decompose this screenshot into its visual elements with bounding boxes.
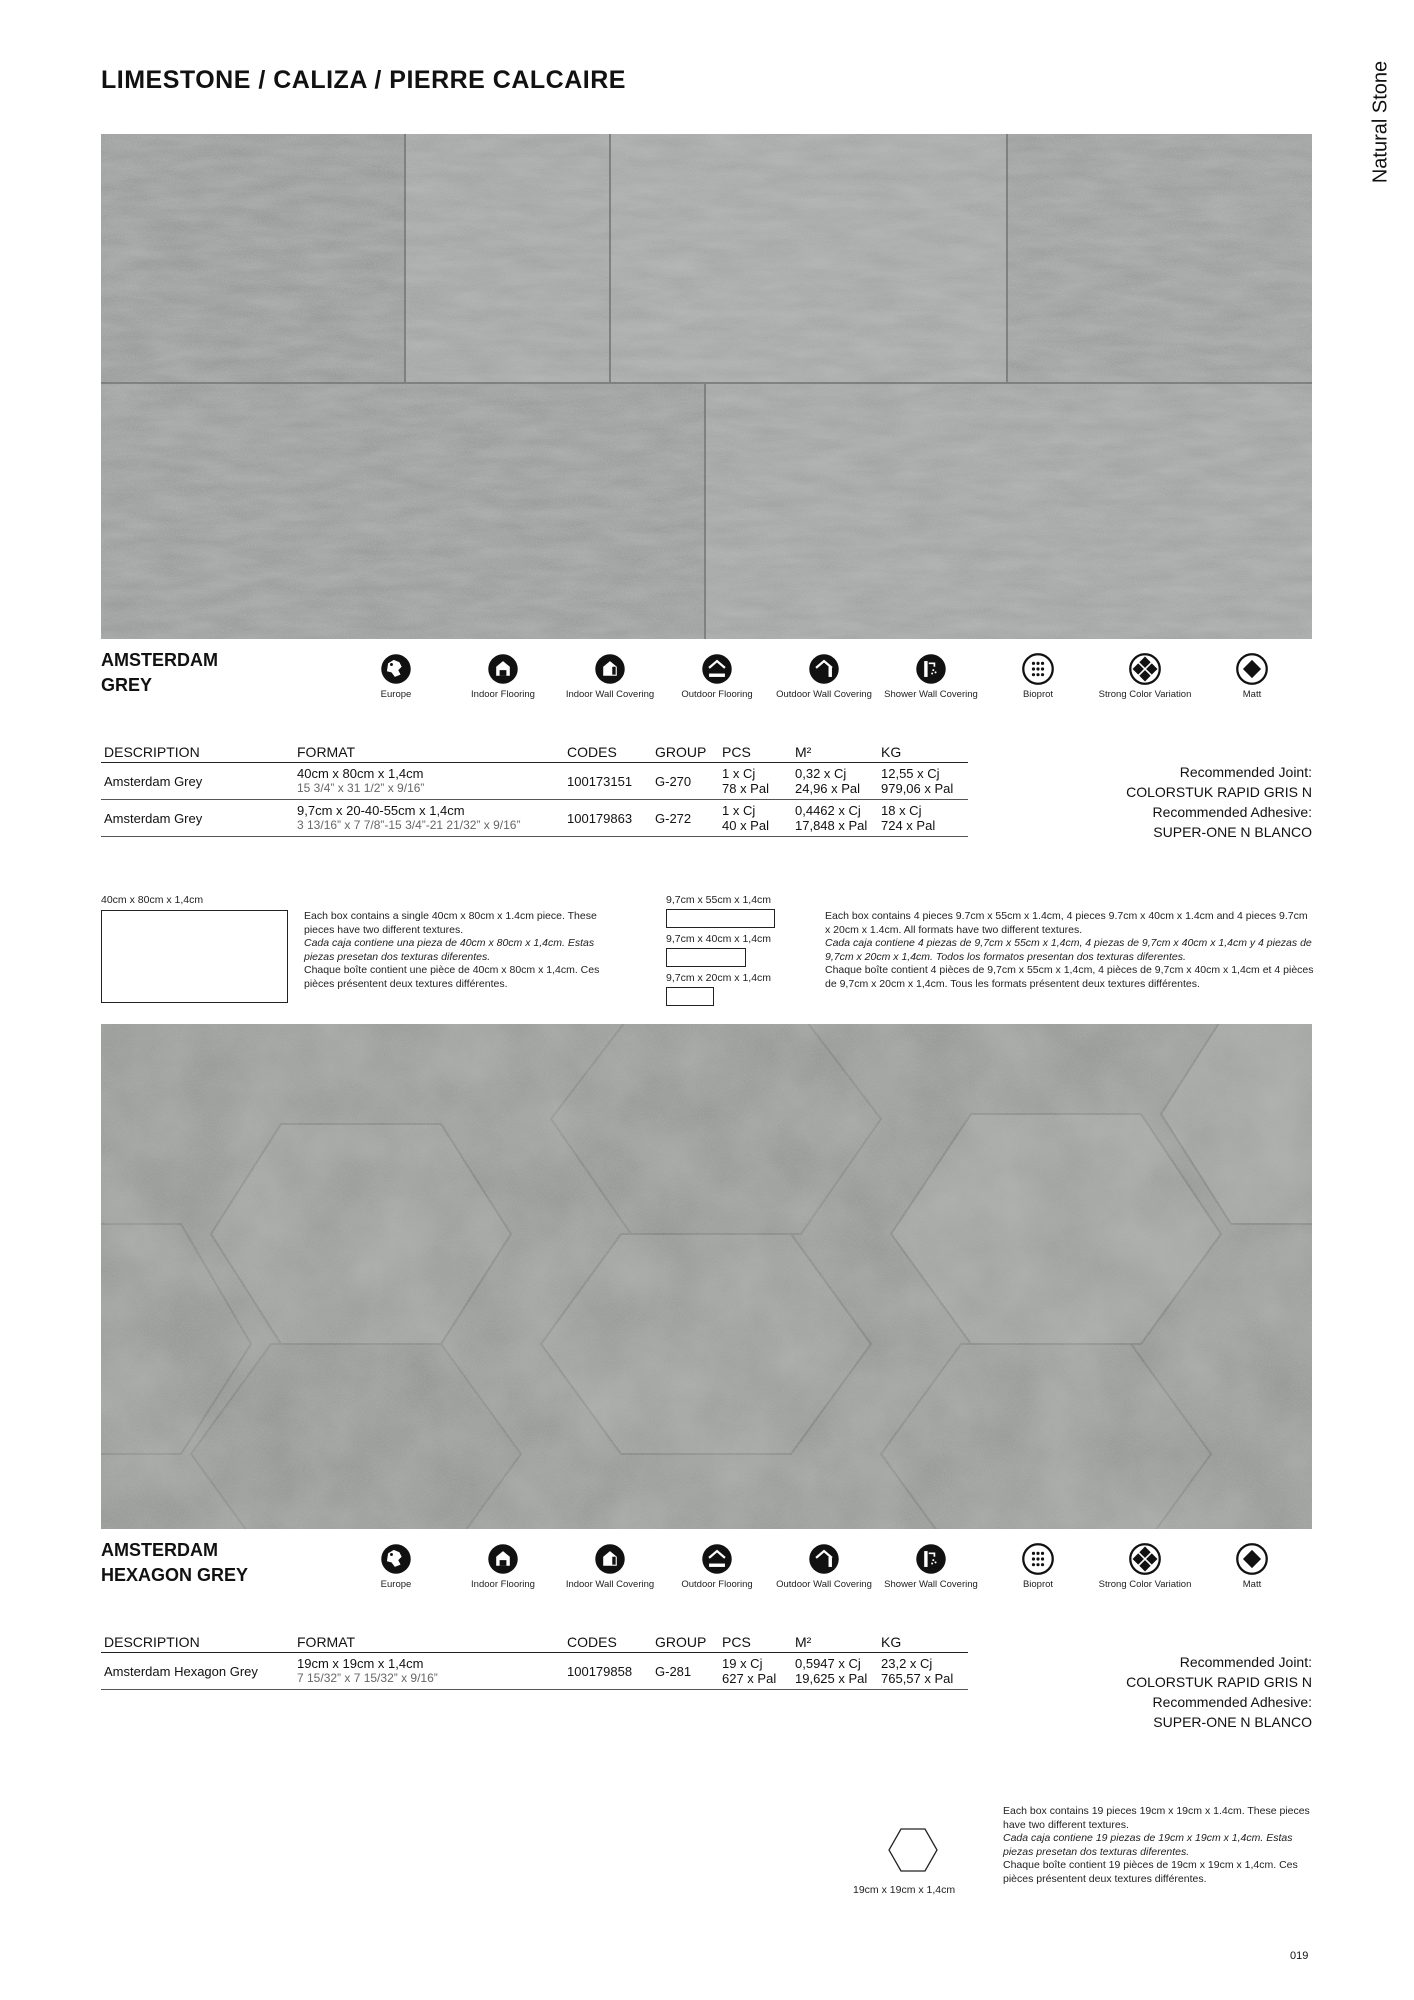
cell-m2 — [792, 763, 878, 800]
col-pcs: PCS — [719, 744, 792, 763]
spec-table-amsterdam-hexagon-grey — [101, 1634, 968, 1690]
pcs-box: 19 x Cj — [722, 1656, 763, 1671]
spec-table-amsterdam-grey — [101, 744, 968, 837]
page-title: LIMESTONE / CALIZA / PIERRE CALCAIRE — [101, 66, 626, 94]
format-imperial: 7 15/32” x 7 15/32” x 9/16” — [297, 1671, 438, 1685]
feature-indoor-wall-covering — [550, 652, 670, 700]
feature-label: Outdoor Wall Covering — [776, 1579, 872, 1590]
product-name-amsterdam-grey — [101, 648, 218, 698]
cell-description: Amsterdam Grey — [101, 763, 294, 800]
europe-icon — [379, 652, 413, 686]
cell-m2 — [792, 1653, 878, 1690]
feature-shower-wall-covering — [871, 652, 991, 700]
cell-kg — [878, 763, 968, 800]
product-name-line: GREY — [101, 675, 153, 695]
feature-label: Europe — [380, 1579, 412, 1590]
bioprot-icon — [1021, 652, 1055, 686]
page-number: 019 — [1290, 1950, 1309, 1962]
feature-bioprot — [978, 652, 1098, 700]
section-side-label — [1366, 52, 1396, 192]
pcs-pallet: 40 x Pal — [722, 818, 769, 833]
format-metric: 19cm x 19cm x 1,4cm — [297, 1656, 424, 1671]
table-row — [101, 800, 968, 837]
feature-label: Matt — [1242, 689, 1262, 700]
product-name-line: AMSTERDAM — [101, 1540, 218, 1560]
col-codes: CODES — [564, 744, 652, 763]
cell-group: G-270 — [652, 763, 719, 800]
piece-size-label: 40cm x 80cm x 1,4cm — [101, 894, 204, 906]
cell-pcs — [719, 1653, 792, 1690]
cell-format — [294, 800, 564, 837]
cell-group: G-281 — [652, 1653, 719, 1690]
feature-shower-wall-covering — [871, 1542, 991, 1590]
note-spanish: Cada caja contiene 4 piezas de 9,7cm x 55cm x 1,4cm, 4 piezas de 9,7cm x 40cm x 1,4cm y 4 piezas de 9,7cm x 20cm x 1,4cm. Todos los formatos presentan dos texturas diferentes. — [825, 937, 1312, 963]
outdoor-wall-covering-icon — [807, 652, 841, 686]
outdoor-flooring-icon — [700, 652, 734, 686]
strong-color-variation-icon — [1128, 1542, 1162, 1576]
feature-label: Europe — [380, 689, 412, 700]
feature-strong-color-variation — [1085, 652, 1205, 700]
bioprot-icon — [1021, 1542, 1055, 1576]
feature-label: Shower Wall Covering — [884, 689, 978, 700]
pcs-pallet: 78 x Pal — [722, 781, 769, 796]
cell-code: 100179863 — [564, 800, 652, 837]
product-photo-amsterdam-hexagon-grey — [101, 1024, 1312, 1529]
col-pcs: PCS — [719, 1634, 792, 1653]
feature-label: Indoor Wall Covering — [565, 689, 655, 700]
col-m2: M² — [792, 1634, 878, 1653]
m2-pallet: 19,625 x Pal — [795, 1671, 868, 1686]
piece-size-label: 9,7cm x 20cm x 1,4cm — [666, 972, 772, 984]
feature-indoor-wall-covering — [550, 1542, 670, 1590]
feature-label: Bioprot — [1022, 1579, 1054, 1590]
col-format: FORMAT — [294, 1634, 564, 1653]
feature-label: Strong Color Variation — [1098, 1579, 1192, 1590]
cell-code: 100173151 — [564, 763, 652, 800]
product-name-line: AMSTERDAM — [101, 650, 218, 670]
feature-strong-color-variation — [1085, 1542, 1205, 1590]
cell-format — [294, 1653, 564, 1690]
note-french: Chaque boîte contient 4 pièces de 9,7cm x 55cm x 1,4cm, 4 pièces de 9,7cm x 40cm x 1,4cm et 4 pièces de 9,7cm x 20cm x 1,4cm. Tous les formats présentent deux textures différentes. — [825, 964, 1314, 990]
feature-label: Shower Wall Covering — [884, 1579, 978, 1590]
product-name-amsterdam-hexagon-grey — [101, 1538, 248, 1588]
piece-diagram-20 — [666, 987, 714, 1006]
col-format: FORMAT — [294, 744, 564, 763]
col-group: GROUP — [652, 1634, 719, 1653]
cell-pcs — [719, 800, 792, 837]
feature-outdoor-wall-covering — [764, 1542, 884, 1590]
shower-wall-covering-icon — [914, 1542, 948, 1576]
piece-size-label: 9,7cm x 40cm x 1,4cm — [666, 933, 772, 945]
product-name-line: HEXAGON GREY — [101, 1565, 249, 1585]
joint-value: COLORSTUK RAPID GRIS N — [1126, 784, 1312, 800]
outdoor-wall-covering-icon — [807, 1542, 841, 1576]
feature-outdoor-flooring — [657, 652, 777, 700]
feature-outdoor-flooring — [657, 1542, 777, 1590]
piece-diagram-hexagon — [888, 1828, 938, 1872]
adhesive-label: Recommended Adhesive: — [1152, 1694, 1312, 1710]
piece-diagram-large — [101, 910, 288, 1003]
cell-group: G-272 — [652, 800, 719, 837]
m2-box: 0,4462 x Cj — [795, 803, 861, 818]
kg-pallet: 979,06 x Pal — [881, 781, 954, 796]
feature-matt — [1192, 1542, 1312, 1590]
note-french: Chaque boîte contient une pièce de 40cm x 80cm x 1,4cm. Ces pièces présentent deux textures différentes. — [304, 964, 600, 990]
joint-value: COLORSTUK RAPID GRIS N — [1126, 1674, 1312, 1690]
piece-size-label: 19cm x 19cm x 1,4cm — [853, 1884, 956, 1896]
table-row — [101, 1653, 968, 1690]
cell-description: Amsterdam Grey — [101, 800, 294, 837]
cell-kg — [878, 800, 968, 837]
product-photo-amsterdam-grey — [101, 134, 1312, 639]
cell-pcs — [719, 763, 792, 800]
pcs-pallet: 627 x Pal — [722, 1671, 777, 1686]
feature-matt — [1192, 652, 1312, 700]
matt-icon — [1235, 652, 1269, 686]
recommended-materials — [1126, 762, 1312, 842]
box-contents-note — [304, 910, 604, 991]
note-english: Each box contains a single 40cm x 80cm x 1.4cm piece. These pieces have two different textures. — [304, 910, 597, 936]
format-imperial: 15 3/4” x 31 1/2” x 9/16” — [297, 781, 425, 795]
feature-indoor-flooring — [443, 1542, 563, 1590]
outdoor-flooring-icon — [700, 1542, 734, 1576]
table-row — [101, 763, 968, 800]
col-codes: CODES — [564, 1634, 652, 1653]
col-kg: KG — [878, 744, 968, 763]
note-spanish: Cada caja contiene una pieza de 40cm x 80cm x 1,4cm. Estas piezas presetan dos texturas diferentes. — [304, 937, 595, 963]
indoor-wall-covering-icon — [593, 652, 627, 686]
col-description: DESCRIPTION — [101, 1634, 294, 1653]
adhesive-label: Recommended Adhesive: — [1152, 804, 1312, 820]
joint-label: Recommended Joint: — [1179, 764, 1312, 780]
kg-pallet: 765,57 x Pal — [881, 1671, 954, 1686]
pcs-box: 1 x Cj — [722, 766, 756, 781]
note-french: Chaque boîte contient 19 pièces de 19cm x 19cm x 1,4cm. Ces pièces présentent deux textures différentes. — [1003, 1859, 1298, 1885]
indoor-flooring-icon — [486, 652, 520, 686]
m2-pallet: 17,848 x Pal — [795, 818, 868, 833]
feature-europe — [336, 1542, 456, 1590]
matt-icon — [1235, 1542, 1269, 1576]
feature-label: Indoor Flooring — [471, 689, 535, 700]
feature-indoor-flooring — [443, 652, 563, 700]
box-contents-note — [825, 910, 1315, 991]
indoor-flooring-icon — [486, 1542, 520, 1576]
col-m2: M² — [792, 744, 878, 763]
feature-label: Strong Color Variation — [1098, 689, 1192, 700]
m2-pallet: 24,96 x Pal — [795, 781, 861, 796]
strong-color-variation-icon — [1128, 652, 1162, 686]
cell-kg — [878, 1653, 968, 1690]
feature-icons-row — [378, 652, 1314, 722]
cell-m2 — [792, 800, 878, 837]
kg-box: 23,2 x Cj — [881, 1656, 933, 1671]
feature-bioprot — [978, 1542, 1098, 1590]
shower-wall-covering-icon — [914, 652, 948, 686]
adhesive-value: SUPER-ONE N BLANCO — [1153, 1714, 1312, 1730]
feature-label: Bioprot — [1022, 689, 1054, 700]
format-metric: 9,7cm x 20-40-55cm x 1,4cm — [297, 803, 465, 818]
section-side-label-text: Natural Stone — [1369, 60, 1392, 184]
feature-outdoor-wall-covering — [764, 652, 884, 700]
europe-icon — [379, 1542, 413, 1576]
note-english: Each box contains 4 pieces 9.7cm x 55cm x 1.4cm, 4 pieces 9.7cm x 40cm x 1.4cm and 4 pieces 9.7cm x 20cm x 1.4cm. All formats have two different textures. — [825, 910, 1308, 936]
box-contents-note — [1003, 1805, 1313, 1886]
joint-label: Recommended Joint: — [1179, 1654, 1312, 1670]
kg-box: 12,55 x Cj — [881, 766, 940, 781]
cell-code: 100179858 — [564, 1653, 652, 1690]
note-spanish: Cada caja contiene 19 piezas de 19cm x 19cm x 1,4cm. Estas piezas presetan dos texturas diferentes. — [1003, 1832, 1293, 1858]
feature-europe — [336, 652, 456, 700]
piece-diagram-55 — [666, 909, 775, 928]
piece-diagram-40 — [666, 948, 746, 967]
feature-label: Outdoor Wall Covering — [776, 689, 872, 700]
m2-box: 0,5947 x Cj — [795, 1656, 861, 1671]
indoor-wall-covering-icon — [593, 1542, 627, 1576]
feature-label: Matt — [1242, 1579, 1262, 1590]
adhesive-value: SUPER-ONE N BLANCO — [1153, 824, 1312, 840]
m2-box: 0,32 x Cj — [795, 766, 847, 781]
feature-label: Indoor Flooring — [471, 1579, 535, 1590]
col-description: DESCRIPTION — [101, 744, 294, 763]
feature-label: Outdoor Flooring — [681, 689, 753, 700]
col-group: GROUP — [652, 744, 719, 763]
recommended-materials — [1126, 1652, 1312, 1732]
feature-label: Indoor Wall Covering — [565, 1579, 655, 1590]
feature-icons-row — [378, 1542, 1314, 1612]
feature-label: Outdoor Flooring — [681, 1579, 753, 1590]
format-metric: 40cm x 80cm x 1,4cm — [297, 766, 424, 781]
col-kg: KG — [878, 1634, 968, 1653]
note-english: Each box contains 19 pieces 19cm x 19cm x 1.4cm. These pieces have two different textures. — [1003, 1805, 1310, 1831]
cell-description: Amsterdam Hexagon Grey — [101, 1653, 294, 1690]
pcs-box: 1 x Cj — [722, 803, 756, 818]
kg-pallet: 724 x Pal — [881, 818, 936, 833]
piece-size-label: 9,7cm x 55cm x 1,4cm — [666, 894, 772, 906]
format-imperial: 3 13/16” x 7 7/8”-15 3/4”-21 21/32” x 9/16” — [297, 818, 521, 832]
cell-format — [294, 763, 564, 800]
kg-box: 18 x Cj — [881, 803, 922, 818]
